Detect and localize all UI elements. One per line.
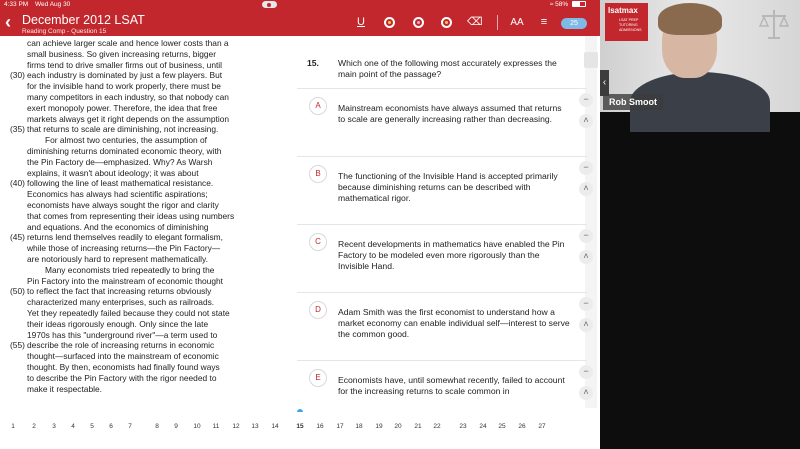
- question-nav-item[interactable]: 25: [498, 423, 506, 430]
- passage-text[interactable]: explains, it wasn't about ideology; it was about: [27, 167, 199, 178]
- choice-letter[interactable]: B: [309, 165, 327, 183]
- app-header: [0, 9, 600, 36]
- choice-letter[interactable]: C: [309, 233, 327, 251]
- passage-text[interactable]: their ideas rigorously enough. Only since the late: [27, 318, 209, 329]
- line-number: (45): [10, 232, 25, 243]
- answer-choice[interactable]: [297, 292, 587, 360]
- question-nav-item[interactable]: 9: [174, 423, 178, 430]
- question-nav-item[interactable]: 15: [296, 423, 304, 430]
- passage-text[interactable]: can achieve larger scale and hence lower costs than a: [27, 38, 229, 48]
- passage-text[interactable]: are notoriously hard to represent mathematically.: [27, 254, 208, 264]
- question-nav-item[interactable]: 8: [155, 423, 159, 430]
- status-date: Wed Aug 30: [35, 1, 71, 8]
- status-time: 4:33 PM: [4, 1, 29, 8]
- line-spacing-icon[interactable]: ≡: [540, 16, 548, 28]
- question-nav-item[interactable]: 24: [479, 423, 487, 430]
- question-nav-item[interactable]: 21: [414, 423, 422, 430]
- question-nav-item[interactable]: 14: [271, 423, 279, 430]
- logo-brand: lsatmax: [608, 6, 638, 15]
- choice-text[interactable]: Adam Smith was the first economist to understand how a market economy can enable individual self—interest to serve the common good.: [338, 307, 570, 339]
- collapse-choice-icon[interactable]: ˄: [579, 250, 593, 264]
- passage-text[interactable]: describe the role of increasing returns in economic: [27, 340, 215, 351]
- question-number: 15.: [307, 58, 319, 68]
- timer-badge[interactable]: 25: [561, 18, 587, 29]
- question-nav-item[interactable]: 5: [90, 423, 94, 430]
- line-number: (30): [10, 70, 25, 81]
- choice-letter[interactable]: D: [309, 301, 327, 319]
- answer-choice[interactable]: [297, 88, 587, 156]
- highlight-orange-button[interactable]: [441, 17, 452, 28]
- logo-tagline: LSAT PREP TUTORING ADMISSIONS: [619, 18, 642, 32]
- question-nav-item[interactable]: 23: [459, 423, 467, 430]
- passage-text[interactable]: For almost two centuries, the assumption of: [45, 135, 207, 146]
- collapse-choice-icon[interactable]: ˄: [579, 114, 593, 128]
- passage-text[interactable]: many competitors in each industry, so that nobody can: [27, 92, 229, 102]
- passage-text[interactable]: that comes from representing their ideas using numbers: [27, 210, 235, 221]
- text-size-button[interactable]: AA: [510, 17, 524, 28]
- eliminate-choice-button[interactable]: −: [579, 229, 593, 243]
- passage-text[interactable]: while those of increasing returns—the Pin Factory—: [27, 243, 221, 254]
- question-nav-item[interactable]: 12: [232, 423, 240, 430]
- collapse-choice-icon[interactable]: ˄: [579, 182, 593, 196]
- question-nav-item[interactable]: 2: [32, 423, 36, 430]
- question-nav-item[interactable]: 20: [394, 423, 402, 430]
- passage-text[interactable]: diminishing returns dominated economic theory, with: [27, 146, 222, 156]
- choice-text[interactable]: Recent developments in mathematics have enabled the Pin Factory to be modeled even more rigorously than the Invisible Hand.: [338, 239, 565, 271]
- line-number: (40): [10, 178, 25, 189]
- passage-text[interactable]: thought—surfaced into the mainstream of economic: [27, 351, 219, 362]
- passage-text[interactable]: Yet they repeatedly failed because they could not state: [27, 308, 230, 318]
- passage-text[interactable]: following the line of least mathematical resistance.: [27, 178, 214, 189]
- passage-text[interactable]: small business. So given increasing returns, bigger: [27, 48, 216, 59]
- answer-choice[interactable]: [297, 156, 587, 224]
- passage-text[interactable]: make it respectable.: [27, 383, 102, 394]
- choice-letter[interactable]: E: [309, 369, 327, 387]
- question-nav-item[interactable]: 22: [433, 423, 441, 430]
- passage-text[interactable]: Pin Factory into the mainstream of economic thought: [27, 275, 223, 286]
- toolbar-divider: [497, 15, 498, 30]
- passage-text[interactable]: and equations. And the economics of diminishing: [27, 221, 209, 232]
- question-stem: Which one of the following most accurately expresses the main point of the passage?: [338, 58, 557, 79]
- passage-text[interactable]: characterized many enterprises, such as railroads.: [27, 297, 215, 308]
- presenter-name-label: Rob Smoot: [603, 94, 663, 110]
- passage-text[interactable]: returns lend themselves readily to elegant formalism,: [27, 232, 223, 243]
- question-nav-item[interactable]: 13: [251, 423, 259, 430]
- passage-text[interactable]: to reflect the fact that increasing returns obviously: [27, 286, 212, 297]
- collapse-choice-icon[interactable]: ˄: [579, 386, 593, 400]
- question-nav-item[interactable]: 17: [336, 423, 344, 430]
- question-nav-item[interactable]: 4: [71, 423, 75, 430]
- collapse-choice-icon[interactable]: ˄: [579, 318, 593, 332]
- passage-text[interactable]: firms tend to drive smaller firms out of business, until: [27, 59, 223, 70]
- question-nav-item[interactable]: 7: [128, 423, 132, 430]
- passage-text[interactable]: economists have always sought the rigor and clarity: [27, 200, 219, 210]
- passage-text[interactable]: exert monopoly power. Therefore, the idea that free: [27, 102, 218, 113]
- answer-choice[interactable]: [297, 360, 587, 428]
- underline-tool-button[interactable]: U: [357, 16, 365, 28]
- question-nav-item[interactable]: 6: [109, 423, 113, 430]
- question-nav-item[interactable]: 19: [375, 423, 383, 430]
- battery-icon: [572, 1, 586, 7]
- eraser-icon[interactable]: ⌫: [467, 16, 483, 28]
- highlight-yellow-button[interactable]: [384, 17, 395, 28]
- passage-text[interactable]: each industry is dominated by just a few players. But: [27, 70, 223, 81]
- status-bar: [0, 0, 600, 9]
- page-title: December 2012 LSAT: [22, 13, 145, 27]
- highlight-pink-button[interactable]: [413, 17, 424, 28]
- choice-letter[interactable]: A: [309, 97, 327, 115]
- passage-text[interactable]: to describe the Pin Factory with the rigor needed to: [27, 372, 217, 383]
- line-number: (55): [10, 340, 25, 351]
- choice-text[interactable]: Mainstream economists have always assumed that returns to scale are generally increasing rather than decreasing.: [338, 103, 562, 124]
- lsatmax-logo: [605, 3, 648, 41]
- question-nav-item[interactable]: 16: [316, 423, 324, 430]
- passage-text[interactable]: Economics has always had scientific aspirations;: [27, 189, 208, 200]
- passage-text[interactable]: that returns to scale are diminishing, not increasing.: [27, 124, 219, 135]
- passage-text[interactable]: for the invisible hand to work properly, there must be: [27, 81, 221, 92]
- question-nav-item[interactable]: 27: [538, 423, 546, 430]
- presenter-hair: [658, 3, 722, 35]
- passage-text[interactable]: markets always get it right depends on the assumption: [27, 113, 230, 124]
- question-nav-item[interactable]: 10: [193, 423, 201, 430]
- wifi-icon: ≈: [549, 1, 554, 8]
- collapse-panel-icon[interactable]: ‹: [600, 70, 609, 96]
- passage-text[interactable]: 1970s has this "underground river"—a term used to: [27, 329, 218, 340]
- recording-indicator-icon: [262, 1, 277, 8]
- page-subtitle: Reading Comp - Question 15: [22, 28, 107, 35]
- eliminate-choice-button[interactable]: −: [579, 365, 593, 379]
- scales-of-justice-icon: [758, 8, 790, 40]
- question-nav-item[interactable]: 1: [11, 423, 15, 430]
- webcam-overlay: [600, 0, 800, 449]
- status-icons: [550, 0, 586, 9]
- question-nav-item[interactable]: 18: [355, 423, 363, 430]
- battery-percent: 58%: [555, 1, 569, 8]
- passage-panel: [0, 38, 268, 402]
- passage-text[interactable]: the Pin Factory de—emphasized. Why? As Warsh: [27, 156, 213, 167]
- passage-text[interactable]: Many economists tried repeatedly to bring the: [45, 264, 215, 275]
- choice-text[interactable]: Economists have, until somewhat recently, failed to account for the increasing returns to scale common in: [338, 375, 565, 396]
- passage-text[interactable]: thought. By then, economists had finally found ways: [27, 362, 220, 372]
- question-nav-item[interactable]: 11: [212, 423, 220, 430]
- eliminate-choice-button[interactable]: −: [579, 161, 593, 175]
- choice-text[interactable]: The functioning of the Invisible Hand is accepted primarily because diminishing returns can be described with mathematical rigor.: [338, 171, 558, 203]
- eliminate-choice-button[interactable]: −: [579, 297, 593, 311]
- line-number: (50): [10, 286, 25, 297]
- question-nav-item[interactable]: 26: [518, 423, 526, 430]
- question-nav-item[interactable]: 3: [52, 423, 56, 430]
- back-chevron-icon[interactable]: ‹: [5, 12, 11, 32]
- answer-choice[interactable]: [297, 224, 587, 292]
- eliminate-choice-button[interactable]: −: [579, 93, 593, 107]
- line-number: (35): [10, 124, 25, 135]
